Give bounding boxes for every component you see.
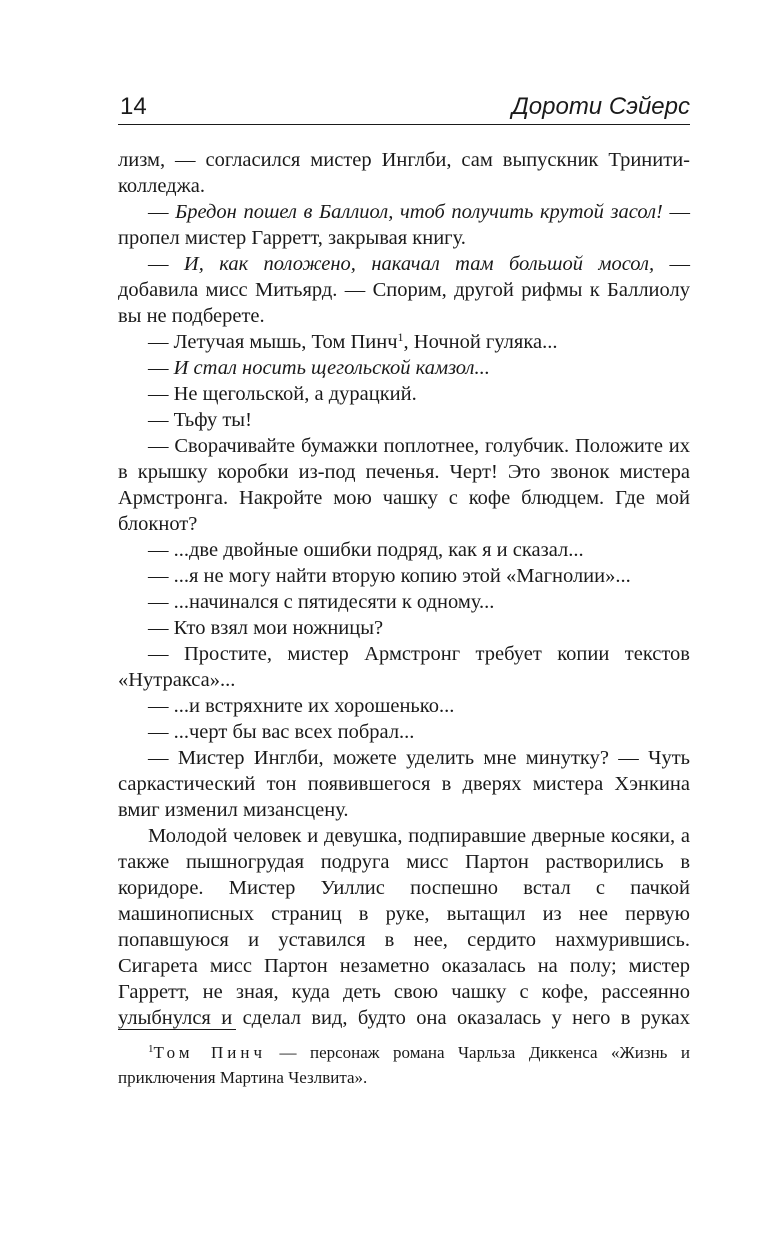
page-number: 14 [120,93,147,120]
footnote-ref[interactable]: 1 [397,330,404,344]
italic-verse: И стал носить щегольской камзол... [173,357,490,379]
paragraph: Молодой человек и девушка, подпиравшие дверные косяки, а также пышногрудая подруга мисс Партон растворились в коридоре. Мистер Уиллис поспешно встал с пачкой машинописных страниц в руке, вытащил из нее первую попавшуюся и уставился в нее, сердито нахмурившись. Сигарета мисс Партон незаметно оказалась на полу; мистер Гарретт, не зная, куда деть свою чашку с кофе, рассеянно улыбнулся и сделал вид, будто она оказалась у него в руках [118,825,690,1029]
paragraph: — Кто взял мои ножницы? [148,617,384,639]
paragraph-text: , Ночной гуляка... [403,331,558,353]
paragraph: — Не щегольской, а дурацкий. [148,383,417,405]
italic-verse: И, как положено, накачал там большой мосол, [183,253,655,275]
footnote-mark: 1 [148,1043,154,1055]
paragraph [118,199,690,251]
paragraph: — ...и встряхните их хорошенько... [148,695,455,717]
paragraph: — ...черт бы вас всех побрал... [148,721,415,743]
paragraph [118,329,690,355]
dash: — [148,357,174,379]
dash: — [148,253,184,275]
paragraph: — Сворачивайте бумажки поплотнее, голубчик. Положите их в крышку коробки из-под печенья. Черт! Это звонок мистера Армстронга. Накройте мою чашку с кофе блюдцем. Где мой блокнот? [118,435,690,535]
paragraph: лизм, — согласился мистер Инглби, сам выпускник Тринити-колледжа. [118,149,690,197]
paragraph-text: — пропел мистер Гарретт, закрывая книгу. [118,201,690,249]
main-text [118,147,690,1031]
paragraph: — ...две двойные ошибки подряд, как я и сказал... [148,539,584,561]
paragraph [118,355,690,381]
paragraph: — Простите, мистер Армстронг требует копии текстов «Нутракса»... [118,643,690,691]
paragraph [118,251,690,329]
paragraph-text: — добавила мисс Митьярд. — Спорим, другой рифмы к Баллиолу вы не подберете. [118,253,691,327]
header-divider [118,124,690,125]
running-title: Дороти Сэйерс [511,93,690,120]
dash: — [148,201,176,223]
footnote-name: Том Пинч [153,1043,267,1062]
footnote [118,1040,690,1090]
paragraph: — ...я не могу найти вторую копию этой «Магнолии»... [148,565,631,587]
paragraph: — Тьфу ты! [148,409,252,431]
paragraph: — ...начинался с пятидесяти к одному... [148,591,495,613]
italic-verse: Бредон пошел в Баллиол, чтоб получить крутой засол! [175,201,663,223]
footnote-text: — персонаж романа Чарльза Диккенса «Жизнь и приключения Мартина Чезлвита». [118,1043,690,1087]
paragraph-text: — Летучая мышь, Том Пинч [148,331,398,353]
paragraph: — Мистер Инглби, можете уделить мне минутку? — Чуть саркастический тон появившегося в дверях мистера Хэнкина вмиг изменил мизансцену. [118,747,690,821]
footnote-divider [118,1029,236,1030]
